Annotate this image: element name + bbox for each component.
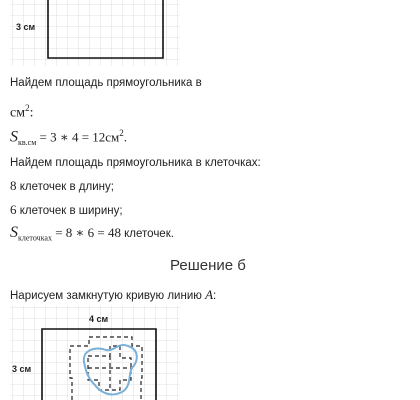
text-area-in-units: Найдем площадь прямоугольника в <box>10 77 202 89</box>
length-line <box>10 179 114 194</box>
formula-area-cells <box>10 224 174 243</box>
bottom-width-label: 4 см <box>89 314 109 324</box>
formula1-end: . <box>123 129 128 145</box>
text-area-in-cells: Найдем площадь прямоугольника в клеточках: <box>10 157 261 169</box>
top-grid <box>10 0 180 66</box>
formula2-rest: клеточек. <box>120 228 174 240</box>
text-draw-curve <box>10 288 216 303</box>
unit: см <box>10 105 26 121</box>
heading-solution-b: Решение б <box>170 257 246 274</box>
width-rest: клеточек в ширину; <box>16 205 123 217</box>
formula2-rhs: = 8 ∗ 6 = 48 <box>55 225 121 240</box>
formula1-exp: 2 <box>119 128 124 138</box>
unit-colon: : <box>29 105 34 121</box>
formula1-s: S <box>10 128 18 146</box>
formula-area-cm <box>10 128 127 147</box>
bottom-figure <box>0 306 420 400</box>
width-line <box>10 203 123 218</box>
formula2-sub: клеточках <box>18 233 52 243</box>
unit-line <box>10 103 33 122</box>
bottom-height-label: 3 см <box>12 364 32 374</box>
top-height-label: 3 см <box>16 22 36 32</box>
text3-after: : <box>213 290 217 302</box>
top-figure <box>0 0 420 66</box>
formula2-s: S <box>10 224 18 241</box>
length-rest: клеточек в длину; <box>16 181 114 193</box>
formula1-rhs: = 3 ∗ 4 = 12см <box>39 129 120 145</box>
text3-before: Нарисуем замкнутую кривую линию <box>10 290 206 302</box>
width-num: 6 <box>10 202 17 217</box>
formula1-sub: кв.см <box>18 137 37 147</box>
text3-var: A <box>205 287 214 302</box>
length-num: 8 <box>10 178 17 193</box>
unit-exponent: 2 <box>25 103 30 113</box>
